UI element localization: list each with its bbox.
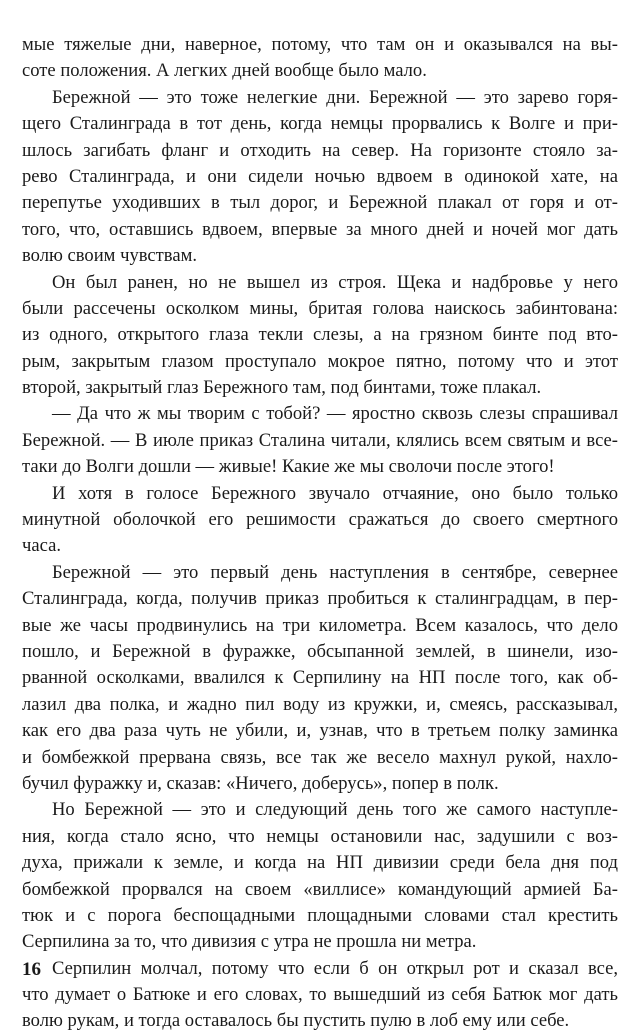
text-line: Сталинграда, когда, получив приказ пробиться к сталинградцам, в пер- <box>22 588 618 610</box>
paragraph <box>22 560 618 798</box>
text-line: того, что, оставшись вдвоем, впервые за много дней и ночей мог дать <box>22 218 618 240</box>
text-line: волю своим чувствам. <box>22 245 197 267</box>
paragraph <box>22 481 618 560</box>
paragraph <box>22 956 618 1035</box>
text-line: минутной оболочкой его решимости сражаться до своего смертного <box>22 509 618 531</box>
text-line: тюк и с порога беспощадными площадными словами стал крестить <box>22 904 618 926</box>
text-line: Серпилин молчал, потому что если б он открыл рот и сказал все, <box>52 957 618 979</box>
text-line: Бережной — это тоже нелегкие дни. Бережной — это зарево горя- <box>52 86 618 108</box>
text-line: рванной осколками, ввалился к Серпилину на НП после того, как об- <box>22 667 618 689</box>
text-line: лазил два полка, и жадно пил воду из кружки, и, смеясь, рассказывал, <box>22 693 618 715</box>
text-line: как его два раза чуть не убили, и, узнав, что в третьем полку заминка <box>22 720 618 742</box>
text-line: Серпилина за то, что дивизия с утра не прошла ни метра. <box>22 931 477 953</box>
text-line: бучил фуражку и, сказав: «Ничего, доберусь», попер в полк. <box>22 772 499 794</box>
text-line: Он был ранен, но не вышел из строя. Щека и надбровье у него <box>52 271 618 293</box>
text-line: И хотя в голосе Бережного звучало отчаяние, оно было только <box>52 482 618 504</box>
text-line: волю рукам, и тогда оставалось бы пустить пулю в лоб ему или себе. <box>22 1010 570 1032</box>
paragraph <box>22 32 618 85</box>
text-line: Бережной — это первый день наступления в сентябре, севернее <box>52 561 618 583</box>
text-line: рым, закрытым глазом проступало мокрое пятно, потому что и этот <box>22 350 618 372</box>
text-line: второй, закрытый глаз Бережного там, под бинтами, тоже плакал. <box>22 377 542 399</box>
text-line: шлось загибать фланг и отходить на север. На горизонте стояло за- <box>22 139 618 161</box>
paragraph <box>22 401 618 480</box>
text-line: пошло, и Бережной в фуражке, обсыпанной землей, в шинели, изо- <box>22 640 618 662</box>
page-number: 16 <box>22 959 41 980</box>
text-line: были рассечены осколком мины, бритая голова наискось забинтована: <box>22 297 618 319</box>
page-text-body <box>22 32 618 1035</box>
text-line: соте положения. А легких дней вообще было мало. <box>22 60 427 82</box>
text-line: что думает о Батюке и его словах, то вышедший из себя Батюк мог дать <box>22 984 618 1006</box>
paragraph <box>22 270 618 402</box>
text-line: и бомбежкой прервана связь, все так же весело махнул рукой, нахло- <box>22 746 618 768</box>
text-line: Бережной. — В июле приказ Сталина читали, клялись всем святым и все- <box>22 429 618 451</box>
text-line: часа. <box>22 535 61 557</box>
text-line: мые тяжелые дни, наверное, потому, что там он и оказывался на вы- <box>22 34 618 55</box>
paragraph <box>22 85 618 270</box>
text-line: Но Бережной — это и следующий день того же самого наступле- <box>52 799 618 821</box>
text-line: духа, прижали к земле, и когда на НП дивизии среди бела дня под <box>22 852 618 874</box>
text-line: вые же часы продвинулись на три километра. Всем казалось, что дело <box>22 614 618 636</box>
text-line: перепутье уходивших в тыл дорог, и Бережной плакал от горя и от- <box>22 192 618 214</box>
text-line: из одного, открытого глаза текли слезы, а на грязном бинте под вто- <box>22 324 618 346</box>
text-line: — Да что ж мы творим с тобой? — яростно сквозь слезы спрашивал <box>52 403 618 425</box>
text-line: щего Сталинграда в тот день, когда немцы прорвались к Волге и при- <box>22 113 618 135</box>
text-line: рево Сталинграда, и они сидели ночью вдвоем в одинокой хате, на <box>22 165 618 187</box>
text-line: таки до Волги дошли — живые! Какие же мы сволочи после этого! <box>22 456 555 478</box>
paragraph <box>22 797 618 955</box>
text-line: ния, когда стало ясно, что немцы остановили нас, задушили с воз- <box>22 825 618 847</box>
text-line: бомбежкой прорвался на своем «виллисе» командующий армией Ба- <box>22 878 618 900</box>
